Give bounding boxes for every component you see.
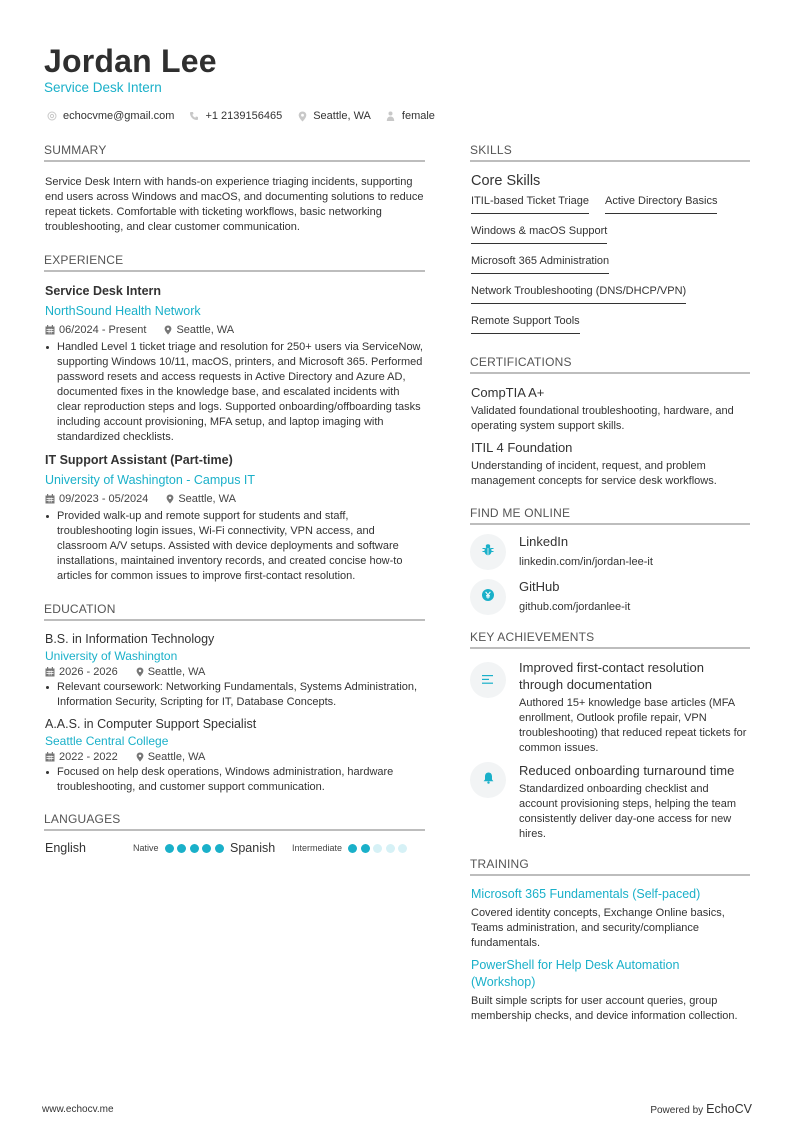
- experience-section: [44, 252, 425, 584]
- yen-coin-icon: [482, 588, 494, 606]
- contact-phone[interactable]: [188, 108, 282, 124]
- skill-tag: Windows & macOS Support: [471, 220, 607, 244]
- section-title-online: FIND ME ONLINE: [470, 505, 750, 525]
- footer-site-link[interactable]: www.echocv.me: [42, 1104, 114, 1115]
- calendar-icon: [45, 494, 55, 504]
- candidate-name: Jordan Lee: [44, 43, 217, 79]
- skills-group-title: Core Skills: [471, 173, 541, 189]
- languages-row: [44, 831, 425, 857]
- person-icon: [385, 110, 397, 122]
- section-title-training: TRAINING: [470, 856, 750, 876]
- right-column: [470, 142, 750, 1038]
- candidate-headline: Service Desk Intern: [44, 80, 162, 95]
- proficiency-dot-filled: [202, 844, 211, 853]
- certification-name: CompTIA A+: [471, 385, 545, 400]
- experience-item: [44, 451, 425, 584]
- job-meta: [45, 491, 425, 507]
- education-location: Seattle, WA: [147, 666, 206, 678]
- education-bullets: [45, 765, 425, 795]
- education-meta: [45, 749, 425, 765]
- job-dates: 09/2023 - 05/2024: [59, 493, 149, 505]
- contact-location-text: Seattle, WA: [313, 110, 371, 122]
- calendar-icon: [45, 667, 55, 677]
- section-title-achievements: KEY ACHIEVEMENTS: [470, 629, 750, 649]
- job-location: Seattle, WA: [178, 493, 236, 505]
- contact-email-text: echocvme@gmail.com: [63, 110, 175, 122]
- contact-gender: [385, 108, 435, 124]
- certification-name: ITIL 4 Foundation: [471, 440, 573, 455]
- language-level: Native: [133, 843, 159, 853]
- online-profile-url[interactable]: github.com/jordanlee-it: [519, 601, 631, 613]
- left-column: [44, 142, 425, 871]
- proficiency-dot-empty: [373, 844, 382, 853]
- education-dates: 2022 - 2022: [59, 751, 118, 763]
- experience-item: [44, 282, 425, 445]
- degree: B.S. in Information Technology: [45, 632, 215, 646]
- lines-icon: [482, 671, 494, 689]
- proficiency-dot-filled: [165, 844, 174, 853]
- school: Seattle Central College: [45, 734, 169, 748]
- school: University of Washington: [45, 649, 178, 663]
- job-bullet: Handled Level 1 ticket triage and resolution for 250+ users via ServiceNow, supporting Windows 10/11, macOS, printers, and Microsoft 365. Performed password resets and access requests in Active Directory and Azure AD, documented fixes in the knowledge base, and escalated incidents with clear reproduction steps and logs. Supported onboarding/offboarding tasks including account provisioning, MFA setup, and laptop imaging with standardized checklists.: [45, 340, 425, 445]
- training-title: Microsoft 365 Fundamentals (Self-paced): [471, 887, 701, 901]
- online-profile-github[interactable]: [470, 578, 750, 615]
- online-profile-url[interactable]: linkedin.com/in/jordan-lee-it: [519, 556, 653, 568]
- employer: University of Washington - Campus IT: [45, 473, 256, 487]
- section-title-experience: EXPERIENCE: [44, 252, 425, 272]
- achievement-icon-badge: [470, 762, 506, 798]
- achievement-item: [470, 659, 750, 756]
- proficiency-dot-filled: [361, 844, 370, 853]
- job-title: IT Support Assistant (Part-time): [45, 453, 233, 467]
- skill-tag: Remote Support Tools: [471, 310, 580, 334]
- section-title-skills: SKILLS: [470, 142, 750, 162]
- achievement-title: Reduced onboarding turnaround time: [519, 763, 735, 778]
- certification-item: [470, 384, 750, 434]
- online-profile-label: LinkedIn: [519, 534, 569, 549]
- section-title-summary: SUMMARY: [44, 142, 425, 162]
- education-dates: 2026 - 2026: [59, 666, 118, 678]
- job-dates: 06/2024 - Present: [59, 324, 147, 336]
- location-icon: [164, 325, 172, 335]
- skills-list: [470, 190, 750, 340]
- proficiency-dot-filled: [190, 844, 199, 853]
- languages-section: [44, 811, 425, 857]
- calendar-icon: [45, 325, 55, 335]
- powered-by-label: Powered by: [650, 1105, 704, 1116]
- contact-location: [296, 108, 371, 124]
- contact-gender-text: female: [401, 110, 435, 122]
- training-section: [470, 856, 750, 1024]
- bell-icon: [483, 771, 494, 789]
- training-item: [470, 886, 750, 951]
- summary-text: Service Desk Intern with hands-on experience triaging incidents, supporting end users across Windows and macOS, and documenting solutions to reduce repeat tickets. Comfortable with ticketing workflows, basic networking troubleshooting, and clear customer communication.: [45, 176, 424, 233]
- proficiency-dot-empty: [386, 844, 395, 853]
- location-icon: [136, 752, 144, 762]
- calendar-icon: [45, 752, 55, 762]
- achievement-item: [470, 762, 750, 842]
- certification-item: [470, 439, 750, 489]
- training-description: Built simple scripts for user account queries, group membership checks, and device information collection.: [471, 995, 738, 1022]
- education-meta: [45, 664, 425, 680]
- skill-tag: Network Troubleshooting (DNS/DHCP/VPN): [471, 280, 686, 304]
- job-bullets: [45, 340, 425, 445]
- skills-section: [470, 142, 750, 340]
- section-title-languages: LANGUAGES: [44, 811, 425, 831]
- proficiency-dot-filled: [348, 844, 357, 853]
- brand-name: EchoCV: [706, 1102, 752, 1116]
- linkedin-icon-badge: [470, 534, 506, 570]
- education-bullets: [45, 680, 425, 710]
- training-item: [470, 957, 750, 1024]
- achievement-description: Authored 15+ knowledge base articles (MFA enrollment, Outlook profile repair, VPN troubleshooting) that reduced repeat tickets for common issues.: [519, 697, 747, 754]
- certifications-section: [470, 354, 750, 489]
- language-name: English: [45, 841, 86, 855]
- education-bullet: Relevant coursework: Networking Fundamentals, Systems Administration, Information Security, Scripting for IT, Database Concepts.: [45, 680, 425, 710]
- job-bullet: Provided walk-up and remote support for students and staff, troubleshooting login issues, Wi-Fi connectivity, VPN access, and classroom A/V setups. Assisted with device deployments and software installations, maintained inventory records, and created concise how-to articles for common issues to improve first-contact resolution.: [45, 509, 425, 584]
- achievements-section: [470, 629, 750, 842]
- location-icon: [296, 110, 308, 122]
- skill-tag: Microsoft 365 Administration: [471, 250, 609, 274]
- section-title-certifications: CERTIFICATIONS: [470, 354, 750, 374]
- location-icon: [136, 667, 144, 677]
- language-name: Spanish: [230, 841, 276, 855]
- education-location: Seattle, WA: [147, 751, 206, 763]
- education-bullet: Focused on help desk operations, Windows administration, hardware troubleshooting, and customer support communication.: [45, 765, 425, 795]
- summary-section: [44, 142, 425, 235]
- section-title-education: EDUCATION: [44, 601, 425, 621]
- education-section: [44, 601, 425, 795]
- education-item: [44, 631, 425, 710]
- job-bullets: [45, 509, 425, 584]
- online-profile-label: GitHub: [519, 579, 560, 594]
- achievement-title: Improved first-contact resolution through documentation: [519, 660, 704, 692]
- employer: NorthSound Health Network: [45, 304, 201, 318]
- bug-icon: [482, 543, 494, 561]
- training-title: PowerShell for Help Desk Automation (Workshop): [471, 958, 680, 989]
- online-profile-linkedin[interactable]: [470, 533, 750, 570]
- github-icon-badge: [470, 579, 506, 615]
- skill-tag: ITIL-based Ticket Triage: [471, 190, 589, 214]
- proficiency-dot-filled: [215, 844, 224, 853]
- skill-tag: Active Directory Basics: [605, 190, 717, 214]
- footer-powered-by[interactable]: [650, 1102, 752, 1116]
- certification-description: Understanding of incident, request, and problem management concepts for service desk workflows.: [471, 460, 717, 487]
- location-icon: [166, 494, 174, 504]
- achievement-description: Standardized onboarding checklist and account provisioning steps, helping the team consistently deliver day-one access for new hires.: [519, 783, 737, 840]
- education-item: [44, 716, 425, 795]
- online-section: [470, 505, 750, 615]
- degree: A.A.S. in Computer Support Specialist: [45, 717, 257, 731]
- language-proficiency-dots: [348, 844, 411, 853]
- proficiency-dot-filled: [177, 844, 186, 853]
- achievement-icon-badge: [470, 662, 506, 698]
- contact-phone-text: +1 2139156465: [205, 110, 283, 122]
- language-proficiency-dots: [165, 844, 228, 853]
- job-title: Service Desk Intern: [45, 284, 162, 298]
- language-level: Intermediate: [292, 843, 343, 853]
- job-meta: [45, 322, 425, 338]
- certification-description: Validated foundational troubleshooting, hardware, and operating system support skills.: [471, 405, 734, 432]
- phone-icon: [188, 110, 200, 122]
- contact-email[interactable]: [46, 108, 174, 124]
- proficiency-dot-empty: [398, 844, 407, 853]
- contact-bar: [46, 108, 449, 124]
- training-description: Covered identity concepts, Exchange Online basics, Teams administration, and security/compliance fundamentals.: [471, 907, 725, 949]
- job-location: Seattle, WA: [176, 324, 235, 336]
- at-icon: [46, 110, 58, 122]
